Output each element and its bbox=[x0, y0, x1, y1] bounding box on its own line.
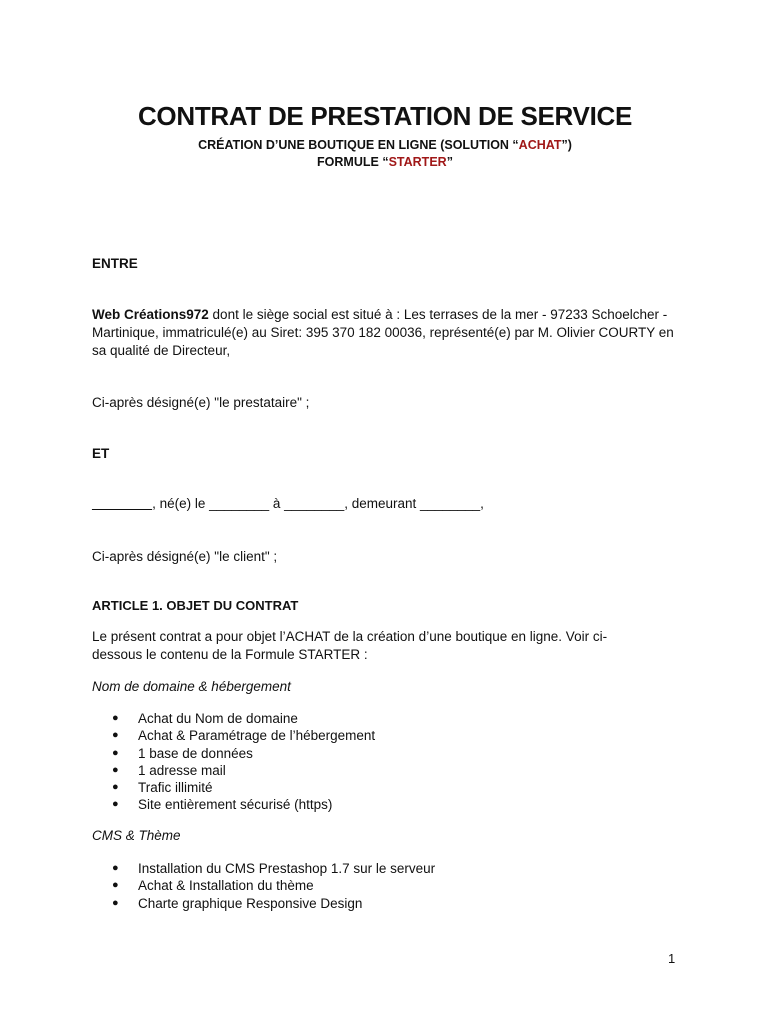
section1-list bbox=[112, 710, 375, 814]
client-text: , né(e) le ________ à ________, demeurant ________, bbox=[152, 496, 484, 511]
list-item: ● Trafic illimité bbox=[112, 779, 375, 796]
provider-designation: Ci-après désigné(e) "le prestataire" ; bbox=[92, 395, 310, 410]
client-name-blank: ________ bbox=[92, 496, 153, 511]
provider-paragraph bbox=[92, 306, 682, 360]
provider-name: Web Créations972 bbox=[92, 307, 209, 322]
list-item: ● 1 base de données bbox=[112, 745, 375, 762]
section2-heading: CMS & Thème bbox=[92, 828, 181, 843]
document-subtitle-line2 bbox=[0, 155, 770, 169]
subtitle1-pre: CRÉATION D’UNE BOUTIQUE EN LIGNE (SOLUTION “ bbox=[198, 138, 519, 152]
entre-heading: ENTRE bbox=[92, 256, 138, 271]
article1-text: Le présent contrat a pour objet l’ACHAT de la création d’une boutique en ligne. Voir ci-dessous le contenu de la Formule STARTER : bbox=[92, 629, 608, 662]
list-item: ● Achat du Nom de domaine bbox=[112, 710, 375, 727]
list-item: ● Installation du CMS Prestashop 1.7 sur le serveur bbox=[112, 860, 435, 877]
client-paragraph bbox=[92, 495, 692, 513]
document-title: CONTRAT DE PRESTATION DE SERVICE bbox=[137, 101, 633, 131]
client-designation: Ci-après désigné(e) "le client" ; bbox=[92, 549, 278, 564]
subtitle2-highlight: STARTER bbox=[388, 155, 447, 169]
subtitle1-highlight: ACHAT bbox=[518, 138, 562, 152]
document-subtitle-line1 bbox=[0, 138, 770, 152]
list-item: ● 1 adresse mail bbox=[112, 762, 375, 779]
article1-title: ARTICLE 1. OBJET DU CONTRAT bbox=[92, 598, 299, 613]
page-number: 1 bbox=[668, 951, 676, 966]
list-item: ● Achat & Installation du thème bbox=[112, 877, 435, 894]
list-item: ● Achat & Paramétrage de l’hébergement bbox=[112, 727, 375, 744]
section1-heading: Nom de domaine & hébergement bbox=[92, 679, 291, 694]
subtitle2-pre: FORMULE “ bbox=[317, 155, 389, 169]
list-item: ● Charte graphique Responsive Design bbox=[112, 895, 435, 912]
subtitle2-post: ” bbox=[446, 155, 453, 169]
et-heading: ET bbox=[92, 446, 110, 461]
list-item: ● Site entièrement sécurisé (https) bbox=[112, 796, 375, 813]
subtitle1-post: ”) bbox=[561, 138, 572, 152]
section2-list bbox=[112, 860, 435, 912]
provider-text: dont le siège social est situé à : Les terrases de la mer - 97233 Schoelcher - Martinique, immatriculé(e) au Siret: 395 370 182 00036, représenté(e) par M. Olivier COURTY en sa qualité de Directeur, bbox=[92, 307, 674, 358]
